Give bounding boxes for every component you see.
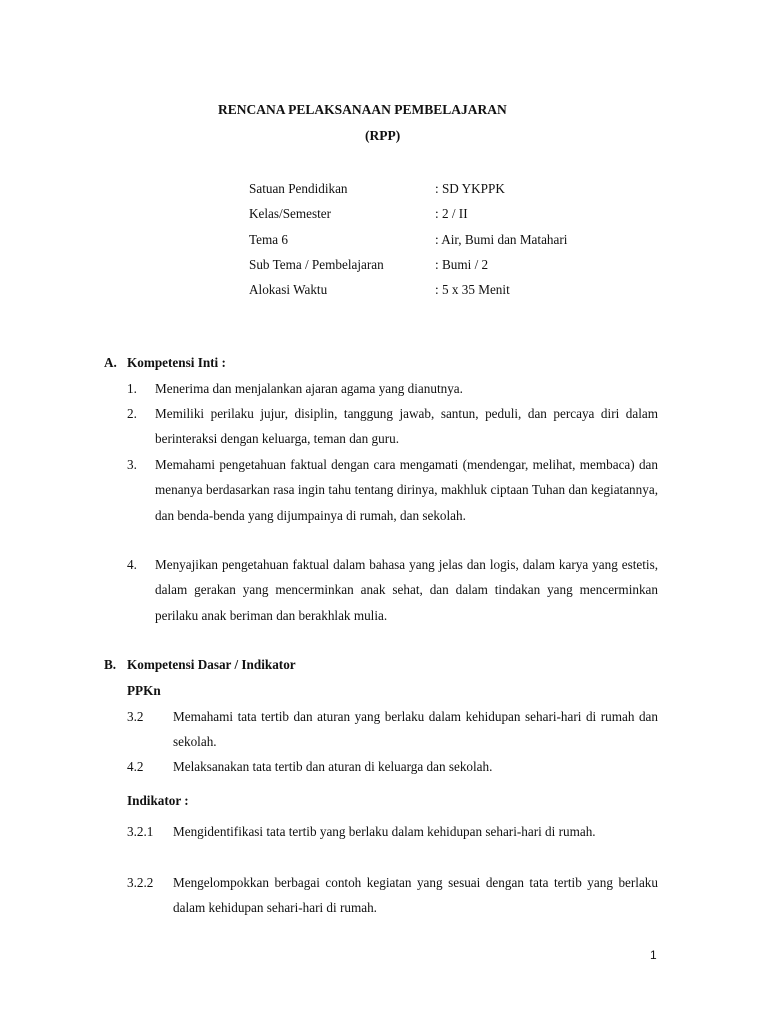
info-value: : 5 x 35 Menit <box>435 282 510 298</box>
info-row <box>249 227 669 252</box>
indikator-text: Mengidentifikasi tata tertib yang berlaku dalam kehidupan sehari-hari di rumah. <box>173 824 596 839</box>
indikator-number: 3.2.2 <box>127 875 154 890</box>
section-letter: B. <box>104 657 117 672</box>
info-row <box>249 277 669 302</box>
item-text: Memiliki perilaku jujur, disiplin, tanggung jawab, santun, peduli, dan percaya diri dalam berinteraksi dengan keluarga, teman dan guru. <box>155 406 658 447</box>
section-title: Kompetensi Inti : <box>127 355 226 370</box>
info-row <box>249 252 669 277</box>
info-label: Kelas/Semester <box>249 206 332 222</box>
info-row <box>249 201 669 226</box>
list-item <box>127 401 658 452</box>
item-text: Menerima dan menjalankan ajaran agama yang dianutnya. <box>155 381 463 396</box>
info-value: : 2 / II <box>435 206 468 222</box>
indikator-heading: Indikator : <box>127 793 189 808</box>
kd-item <box>127 704 658 755</box>
indikator-item <box>127 819 658 844</box>
kd-text: Memahami tata tertib dan aturan yang berlaku dalam kehidupan sehari-hari di rumah dan sekolah. <box>173 709 658 750</box>
section-b-heading <box>104 657 296 673</box>
info-value: : Air, Bumi dan Matahari <box>435 231 568 247</box>
indikator-item <box>127 870 658 921</box>
item-number: 2. <box>127 406 137 421</box>
indikator-number: 3.2.1 <box>127 824 154 839</box>
identity-table <box>249 176 669 302</box>
list-item <box>127 376 658 401</box>
kd-number: 4.2 <box>127 759 144 774</box>
info-label: Sub Tema / Pembelajaran <box>249 256 384 272</box>
item-text: Menyajikan pengetahuan faktual dalam bahasa yang jelas dan logis, dalam karya yang estetis, dalam gerakan yang mencerminkan anak sehat, dan dalam tindakan yang mencerminkan perilaku anak beriman dan berakhlak mulia. <box>155 557 658 623</box>
item-number: 3. <box>127 457 137 472</box>
page-number: 1 <box>650 948 657 962</box>
info-label: Satuan Pendidikan <box>249 181 348 196</box>
kd-text: Melaksanakan tata tertib dan aturan di keluarga dan sekolah. <box>173 759 493 774</box>
info-row <box>249 176 669 201</box>
section-title: Kompetensi Dasar / Indikator <box>127 657 296 672</box>
item-number: 1. <box>127 381 137 396</box>
info-label: Tema 6 <box>249 231 288 247</box>
info-label: Alokasi Waktu <box>249 282 328 298</box>
indikator-text: Mengelompokkan berbagai contoh kegiatan yang sesuai dengan tata tertib yang berlaku dalam kehidupan sehari-hari di rumah. <box>173 875 658 916</box>
list-item <box>127 452 658 528</box>
subject-heading: PPKn <box>127 683 161 698</box>
kd-item <box>127 754 658 779</box>
title-line-2: (RPP) <box>365 128 401 143</box>
section-letter: A. <box>104 355 117 370</box>
info-value: : SD YKPPK <box>435 181 505 196</box>
info-value: : Bumi / 2 <box>435 256 489 272</box>
section-a-heading <box>104 355 226 371</box>
kd-number: 3.2 <box>127 709 144 724</box>
list-item <box>127 552 658 628</box>
item-number: 4. <box>127 557 137 572</box>
item-text: Memahami pengetahuan faktual dengan cara mengamati (mendengar, melihat, membaca) dan menanya berdasarkan rasa ingin tahu tentang dirinya, makhluk ciptaan Tuhan dan kegiatannya, dan benda-benda yang dijumpainya di rumah, dan sekolah. <box>155 457 658 523</box>
title-line-1: RENCANA PELAKSANAAN PEMBELAJARAN <box>218 102 507 117</box>
